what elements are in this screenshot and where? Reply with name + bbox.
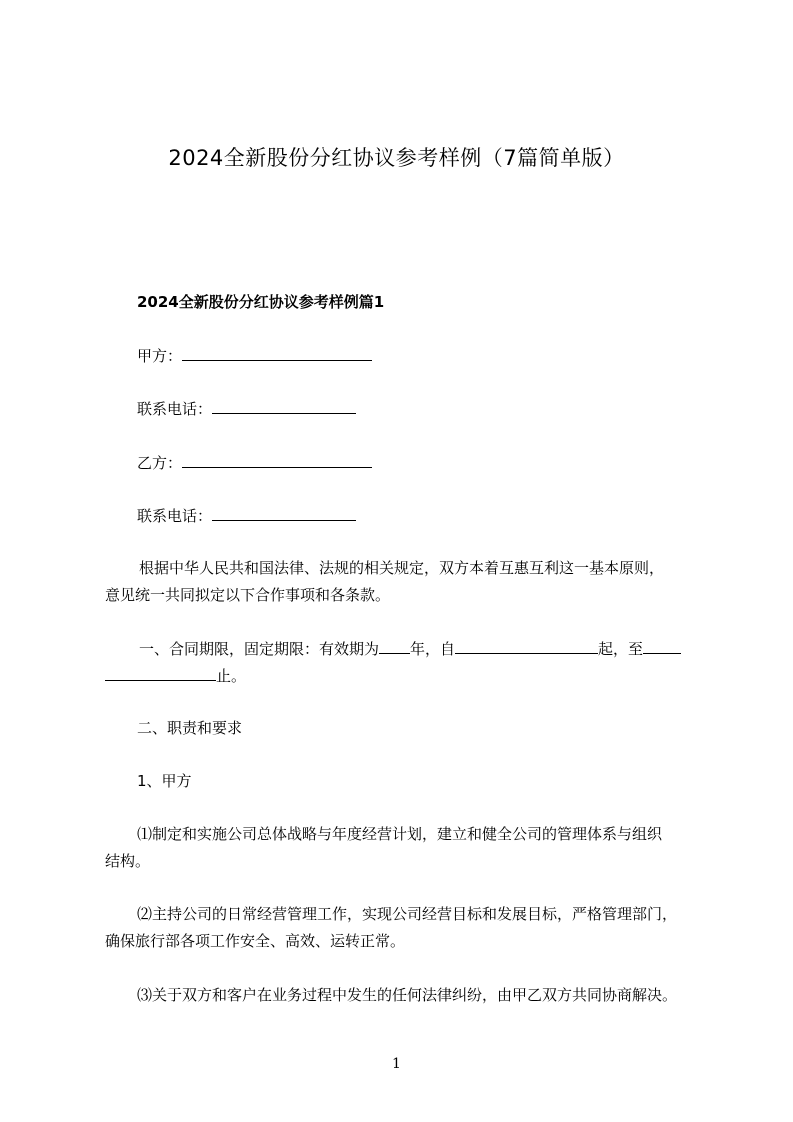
- clause-1-end-text: 止。: [216, 667, 247, 685]
- intro-line-2: 意见统一共同拟定以下合作事项和各条款。: [105, 586, 391, 604]
- clause-2-heading: 二、职责和要求: [137, 719, 243, 737]
- phone-label-1: 联系电话：: [137, 400, 213, 418]
- item-2-line-1: ⑵主持公司的日常经营管理工作，实现公司经营目标和发展目标，严格管理部门，: [137, 905, 678, 923]
- clause-1-line-1: [139, 637, 681, 661]
- party-a-blank: [182, 346, 372, 361]
- phone-field-2: [137, 504, 356, 528]
- clause-1-term-text: 一、合同期限，固定期限：有效期为: [139, 640, 380, 658]
- party-a-label: 甲方：: [137, 347, 183, 365]
- end-date-blank-2: [105, 666, 216, 681]
- item-3-line-1: ⑶关于双方和客户在业务过程中发生的任何法律纠纷，由甲乙双方共同协商解决。: [137, 986, 678, 1004]
- document-title: 2024全新股份分红协议参考样例（7篇简单版）: [168, 146, 625, 170]
- section-heading: 2024全新股份分红协议参考样例篇1: [137, 293, 385, 311]
- end-date-blank-1: [643, 639, 681, 654]
- clause-1-from-text: 年，自: [410, 640, 456, 658]
- clause-1-to-text: 起，至: [598, 640, 644, 658]
- phone-blank-1: [212, 399, 356, 414]
- party-a-field: [137, 344, 372, 368]
- phone-label-2: 联系电话：: [137, 507, 213, 525]
- party-b-label: 乙方：: [137, 454, 183, 472]
- party-a-heading: 1、甲方: [137, 772, 192, 790]
- party-b-blank: [182, 453, 372, 468]
- page-number: 1: [392, 1056, 401, 1072]
- item-1-line-1: ⑴制定和实施公司总体战略与年度经营计划，建立和健全公司的管理体系与组织: [137, 825, 663, 843]
- clause-1-line-2: [105, 664, 246, 688]
- phone-blank-2: [212, 506, 356, 521]
- item-1-line-2: 结构。: [105, 852, 151, 870]
- years-blank: [379, 639, 410, 654]
- item-2-line-2: 确保旅行部各项工作安全、高效、运转正常。: [105, 932, 406, 950]
- phone-field-1: [137, 397, 356, 421]
- intro-line-1: 根据中华人民共和国法律、法规的相关规定，双方本着互惠互利这一基本原则，: [139, 559, 665, 577]
- party-b-field: [137, 451, 372, 475]
- start-date-blank: [455, 639, 598, 654]
